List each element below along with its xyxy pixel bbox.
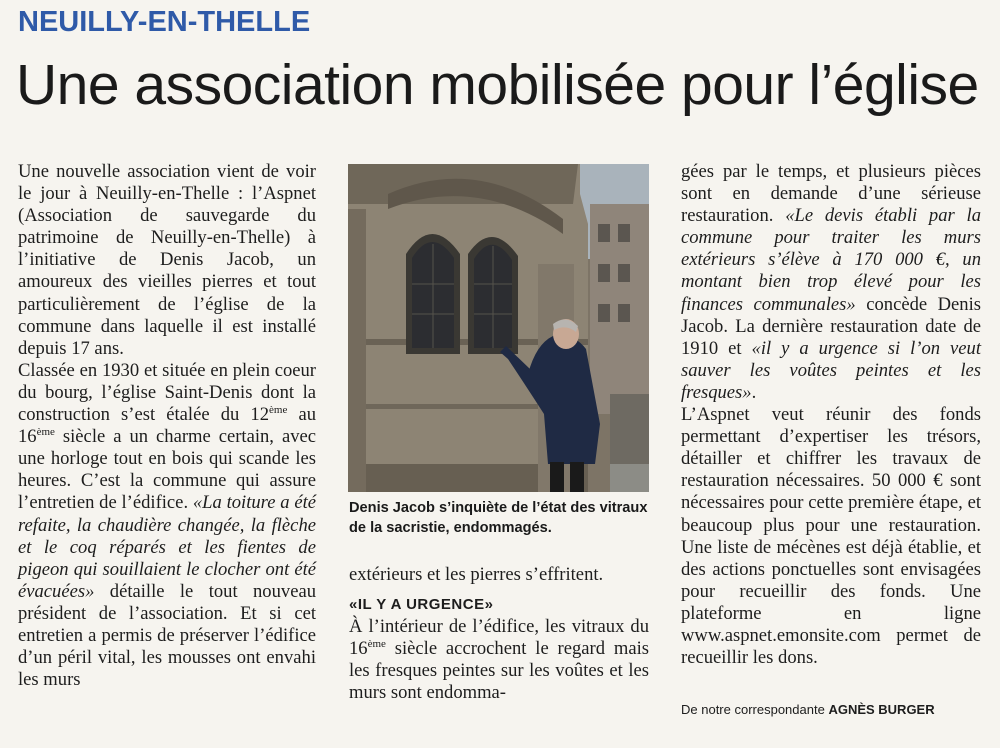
paragraph-interior: À l’intérieur de l’édifice, les vitraux du 16ème siècle accrochent le regard mais les fresques peintes sur les voûtes et les murs sont endomma-: [349, 616, 649, 704]
paragraph-church: Classée en 1930 et située en plein coeur du bourg, l’église Saint-Denis dont la construction s’est étalée du 12ème au 16ème siècle a un charme certain, avec une horloge tout en bois qui scande les heures. C’est la commune qui assure l’entretien de l’édifice. «La toiture a été refaite, la chaudière changée, la flèche et le coq réparés et les fientes de pigeon qui souillaient le clocher ont été évacuées» détaille le tout nouveau président de l’association. Et si cet entretien a permis de préserver l’édifice d’un péril vital, les mousses ont envahi les murs: [18, 359, 316, 691]
section-kicker: NEUILLY-EN-THELLE: [18, 6, 311, 38]
quote-maintenance: «La toiture a été refaite, la chaudière changée, la flèche et le coq réparés et les fientes de pigeon qui souillaient le clocher ont été évacuées»: [18, 492, 316, 602]
article-headline: Une association mobilisée pour l’église: [16, 53, 979, 117]
paragraph-intro: Une nouvelle association vient de voir le jour à Neuilly-en-Thelle : l’Aspnet (Association de sauvegarde du patrimoine de Neuilly-en-Thelle) à l’initiative de Denis Jacob, un amoureux des vieilles pierres et tout particulièrement de l’église de la commune dans laquelle il est installé depuis 17 ans.: [18, 161, 316, 359]
quote-urgency: «il y a urgence si l’on veut sauver les voûtes peintes et les fresques»: [681, 337, 981, 403]
author-credit: De notre correspondante AGNÈS BURGER: [681, 702, 935, 717]
church-photo: [348, 164, 649, 492]
article-column-1: [18, 161, 316, 691]
article-column-3: [681, 161, 981, 669]
paragraph-walls: extérieurs et les pierres s’effritent.: [349, 564, 604, 585]
author-name: AGNÈS BURGER: [828, 702, 935, 717]
quote-estimate: «Le devis établi par la commune pour traiter les murs extérieurs s’élève à 170 000 €, un montant bien trop élevé pour les finances communales»: [681, 205, 981, 315]
article-column-2: [349, 564, 649, 705]
paragraph-restoration: gées par le temps, et plusieurs pièces sont en demande d’une sérieuse restauration. «Le devis établi par la commune pour traiter les murs extérieurs s’élève à 170 000 €, un montant bien trop élevé pour les finances communales» concède Denis Jacob. La dernière restauration date de 1910 et «il y a urgence si l’on veut sauver les voûtes peintes et les fresques».: [681, 161, 981, 403]
subhead-urgence: «IL Y A URGENCE»: [349, 596, 494, 614]
photo-caption: Denis Jacob s’inquiète de l’état des vitraux de la sacristie, endommagés.: [349, 500, 648, 536]
paragraph-funding: L’Aspnet veut réunir des fonds permettant d’expertiser les trésors, détailler et chiffrer les travaux de restauration nécessaires. 50 000 € sont nécessaires pour cette première étape, et beaucoup plus pour une restauration. Une liste de mécènes est déjà établie, et des actions ponctuelles sont envisagées pour recueillir des fonds. Une plateforme en ligne www.aspnet.emonsite.com permet de recueillir les dons.: [681, 404, 981, 669]
